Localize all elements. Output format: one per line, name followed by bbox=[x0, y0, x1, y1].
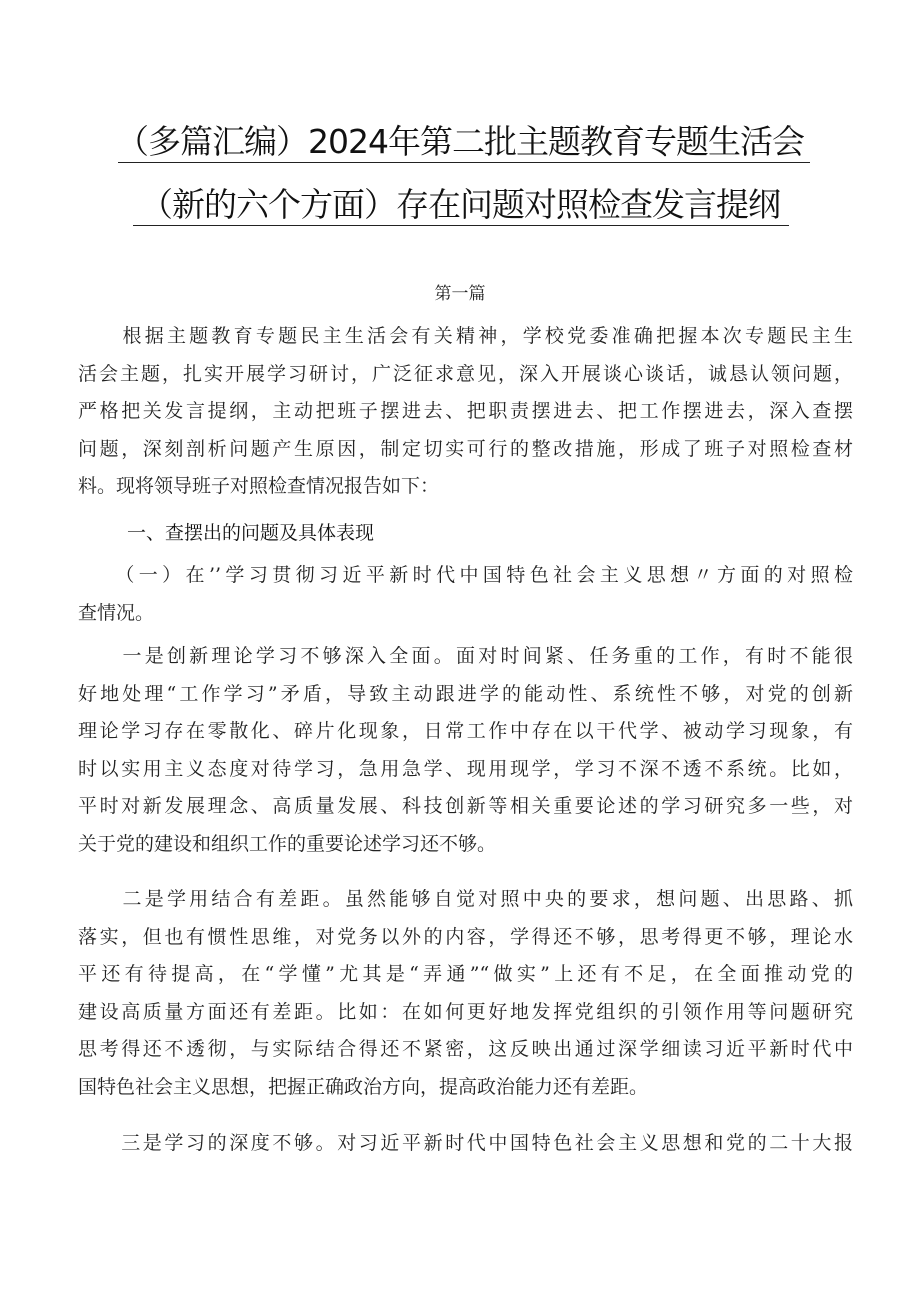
point-1-line: 好地处理“工作学习”矛盾，导致主动跟进学的能动性、系统性不够，对党的创新 bbox=[78, 682, 853, 705]
sub-heading-line: 查情况。 bbox=[78, 601, 155, 624]
document-title-line-2: （新的六个方面）存在问题对照检查发言提纲 bbox=[140, 185, 780, 224]
title-underline-2 bbox=[133, 225, 789, 226]
point-1-line: 时以实用主义态度对待学习，急用急学、现用现学，学习不深不透不系统。比如， bbox=[78, 757, 853, 780]
point-1-line: 理论学习存在零散化、碎片化现象，日常工作中存在以干代学、被动学习现象，有 bbox=[78, 720, 853, 743]
title-underline-1 bbox=[118, 162, 810, 163]
intro-line: 问题，深刻剖析问题产生原因，制定切实可行的整改措施，形成了班子对照检查材 bbox=[78, 437, 853, 460]
intro-line: 根据主题教育专题民主生活会有关精神，学校党委准确把握本次专题民主生 bbox=[78, 325, 853, 347]
point-2-line: 建设高质量方面还有差距。比如：在如何更好地发挥党组织的引领作用等问题研究 bbox=[78, 1000, 853, 1023]
section-heading-1: 一、查摆出的问题及具体表现 bbox=[127, 522, 375, 544]
point-2-line: 国特色社会主义思想，把握正确政治方向，提高政治能力还有差距。 bbox=[78, 1075, 649, 1098]
point-3-line: 三是学习的深度不够。对习近平新时代中国特色社会主义思想和党的二十大报 bbox=[78, 1132, 853, 1154]
intro-line: 活会主题，扎实开展学习研讨，广泛征求意见，深入开展谈心谈话，诚恳认领问题， bbox=[78, 362, 853, 385]
section-label: 第一篇 bbox=[434, 284, 486, 304]
intro-paragraph bbox=[78, 318, 853, 506]
point-1-line: 一是创新理论学习不够深入全面。面对时间紧、任务重的工作，有时不能很 bbox=[78, 645, 853, 667]
point-2-line: 落实，但也有惯性思维，对党务以外的内容，学得还不够，思考得更不够，理论水 bbox=[78, 925, 853, 948]
sub-heading-line: （一）在’’学习贯彻习近平新时代中国特色社会主义思想〃方面的对照检 bbox=[78, 564, 853, 586]
point-1-paragraph bbox=[78, 638, 853, 864]
point-1-line: 平时对新发展理念、高质量发展、科技创新等相关重要论述的学习研究多一些，对 bbox=[78, 795, 853, 818]
point-1-line: 关于党的建设和组织工作的重要论述学习还不够。 bbox=[78, 832, 497, 855]
intro-line: 严格把关发言提纲，主动把班子摆进去、把职责摆进去、把工作摆进去，深入查摆 bbox=[78, 400, 853, 423]
document-title-line-1: （多篇汇编）2024年第二批主题教育专题生活会 bbox=[116, 122, 804, 161]
point-2-line: 思考得还不透彻，与实际结合得还不紧密，这反映出通过深学细读习近平新时代中 bbox=[78, 1038, 853, 1061]
point-2-line: 平还有待提高，在“学懂”尤其是“弄通”“做实”上还有不足，在全面推动党的 bbox=[78, 963, 853, 986]
point-3-paragraph bbox=[78, 1125, 853, 1163]
point-2-paragraph bbox=[78, 881, 853, 1107]
point-2-line: 二是学用结合有差距。虽然能够自觉对照中央的要求，想问题、出思路、抓 bbox=[78, 888, 853, 910]
intro-line: 料。现将领导班子对照检查情况报告如下： bbox=[78, 475, 440, 498]
sub-heading-paragraph bbox=[78, 557, 853, 632]
